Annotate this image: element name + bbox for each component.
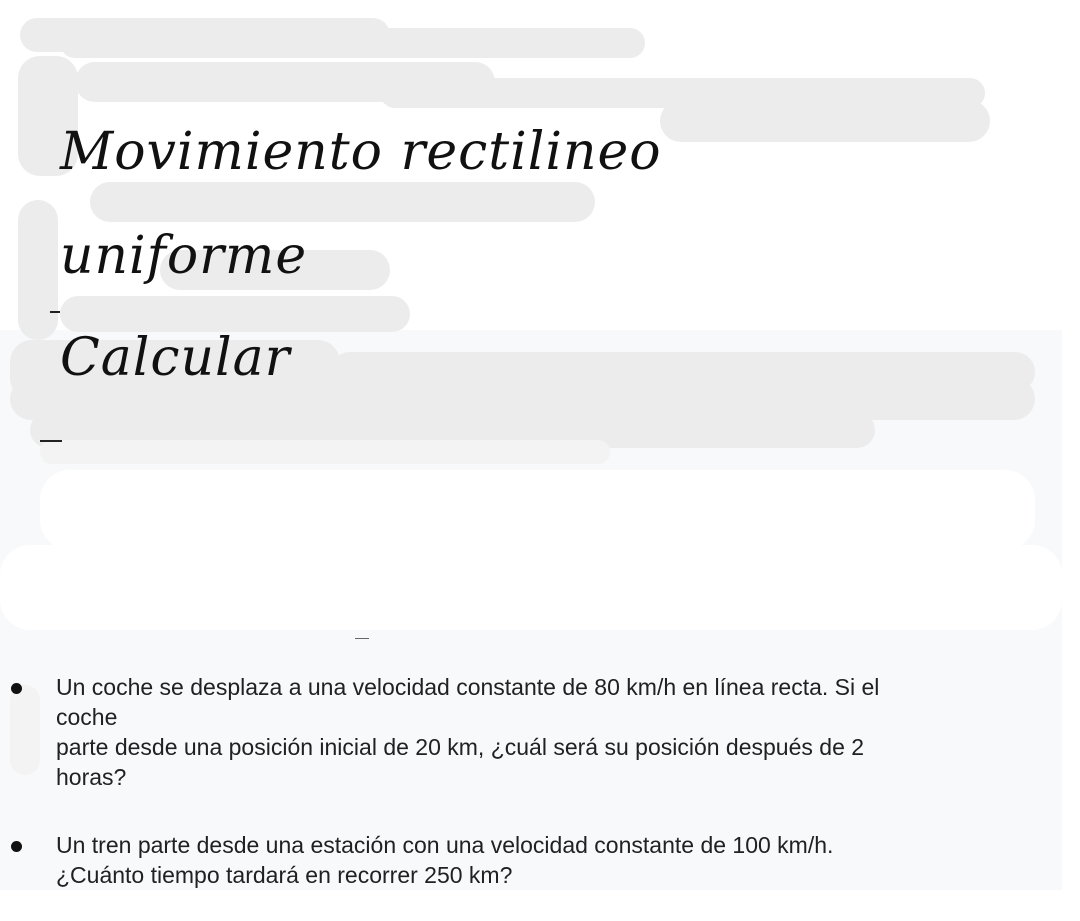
stray-mark xyxy=(355,638,369,639)
redaction-mark xyxy=(0,545,1062,630)
exercise-text-line: ¿Cuánto tiempo tardará en recorrer 250 km? xyxy=(56,862,513,888)
list-item xyxy=(0,672,1060,792)
page-bottom-margin xyxy=(0,890,1080,921)
list-item xyxy=(0,830,1060,890)
bullet-icon xyxy=(11,683,22,694)
title-line-2: uniforme xyxy=(60,226,308,286)
redaction-mark xyxy=(40,470,1035,550)
redaction-mark xyxy=(60,296,410,332)
exercise-text-line: coche xyxy=(56,704,118,730)
bullet-icon xyxy=(11,841,22,852)
redaction-mark xyxy=(40,440,610,464)
exercise-text-line: Un tren parte desde una estación con una velocidad constante de 100 km/h. xyxy=(56,832,834,858)
redaction-mark xyxy=(18,200,58,340)
title-line-1: Movimiento rectilineo xyxy=(60,122,662,182)
exercise-text-line: parte desde una posición inicial de 20 km, ¿cuál será su posición después de 2 xyxy=(56,734,865,760)
exercise-text-line: Un coche se desplaza a una velocidad constante de 80 km/h en línea recta. Si el xyxy=(56,674,880,700)
title-line-3: Calcular xyxy=(60,328,291,388)
redaction-mark xyxy=(60,28,645,58)
redaction-mark xyxy=(660,100,990,142)
exercise-list xyxy=(0,672,1060,890)
stray-mark xyxy=(40,440,62,442)
redaction-mark xyxy=(90,182,595,222)
exercise-text-line: horas? xyxy=(56,764,127,790)
stray-mark xyxy=(50,311,60,313)
